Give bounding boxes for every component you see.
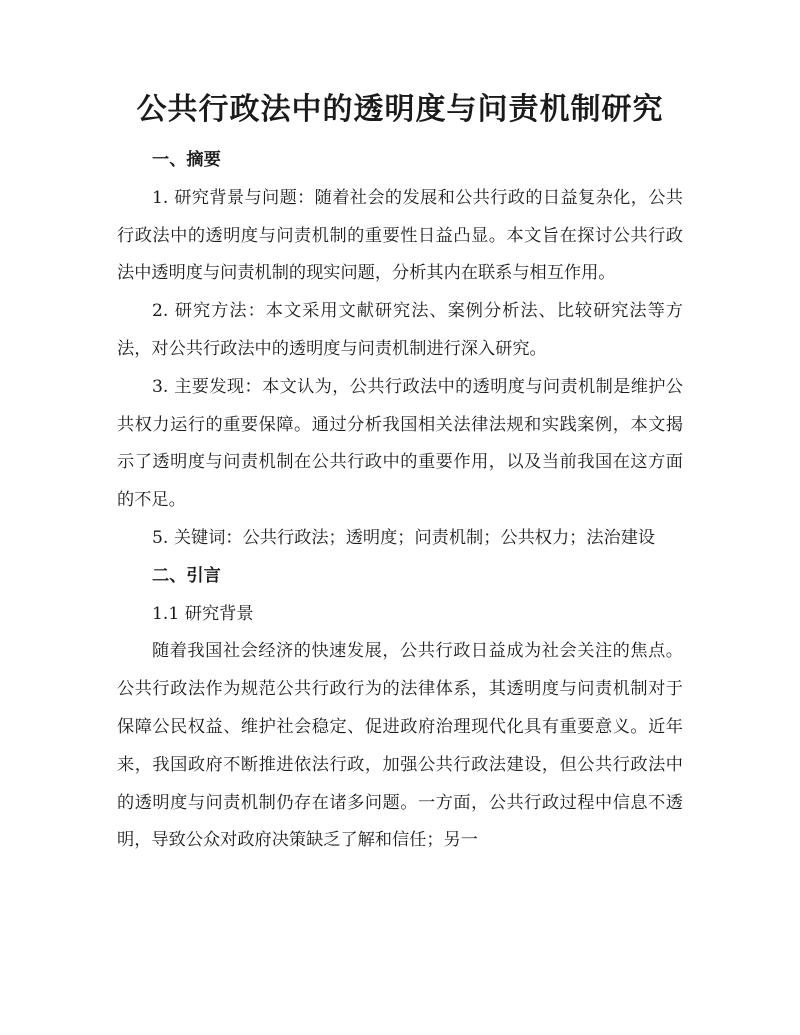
document-body	[117, 142, 683, 860]
abstract-paragraph-keywords: 5. 关键词：公共行政法；透明度；问责机制；公共权力；法治建设	[152, 527, 656, 548]
introduction-paragraph: 随着我国社会经济的快速发展，公共行政日益成为社会关注的焦点。公共行政法作为规范公共行政行为的法律体系，其透明度与问责机制对于保障公民权益、维护社会稳定、促进政府治理现代化具有重要意义。近年来，我国政府不断推进依法行政，加强公共行政法建设，但公共行政法中的透明度与问责机制仍存在诸多问题。一方面，公共行政过程中信息不透明，导致公众对政府决策缺乏了解和信任；另一	[117, 641, 683, 851]
abstract-paragraph-findings: 3. 主要发现：本文认为，公共行政法中的透明度与问责机制是维护公共权力运行的重要保障。通过分析我国相关法律法规和实践案例，本文揭示了透明度与问责机制在公共行政中的重要作用，以及当前我国在这方面的不足。	[117, 376, 683, 511]
subsection-heading-background: 1.1 研究背景	[152, 603, 254, 624]
abstract-paragraph-methods: 2. 研究方法：本文采用文献研究法、案例分析法、比较研究法等方法，对公共行政法中的透明度与问责机制进行深入研究。	[117, 301, 683, 359]
document-title: 公共行政法中的透明度与问责机制研究	[136, 92, 664, 127]
section-heading-introduction: 二、引言	[152, 565, 221, 586]
section-heading-abstract: 一、摘要	[152, 150, 221, 170]
abstract-paragraph-background: 1. 研究背景与问题：随着社会的发展和公共行政的日益复杂化，公共行政法中的透明度与问责机制的重要性日益凸显。本文旨在探讨公共行政法中透明度与问责机制的现实问题，分析其内在联系与相互作用。	[117, 187, 683, 284]
